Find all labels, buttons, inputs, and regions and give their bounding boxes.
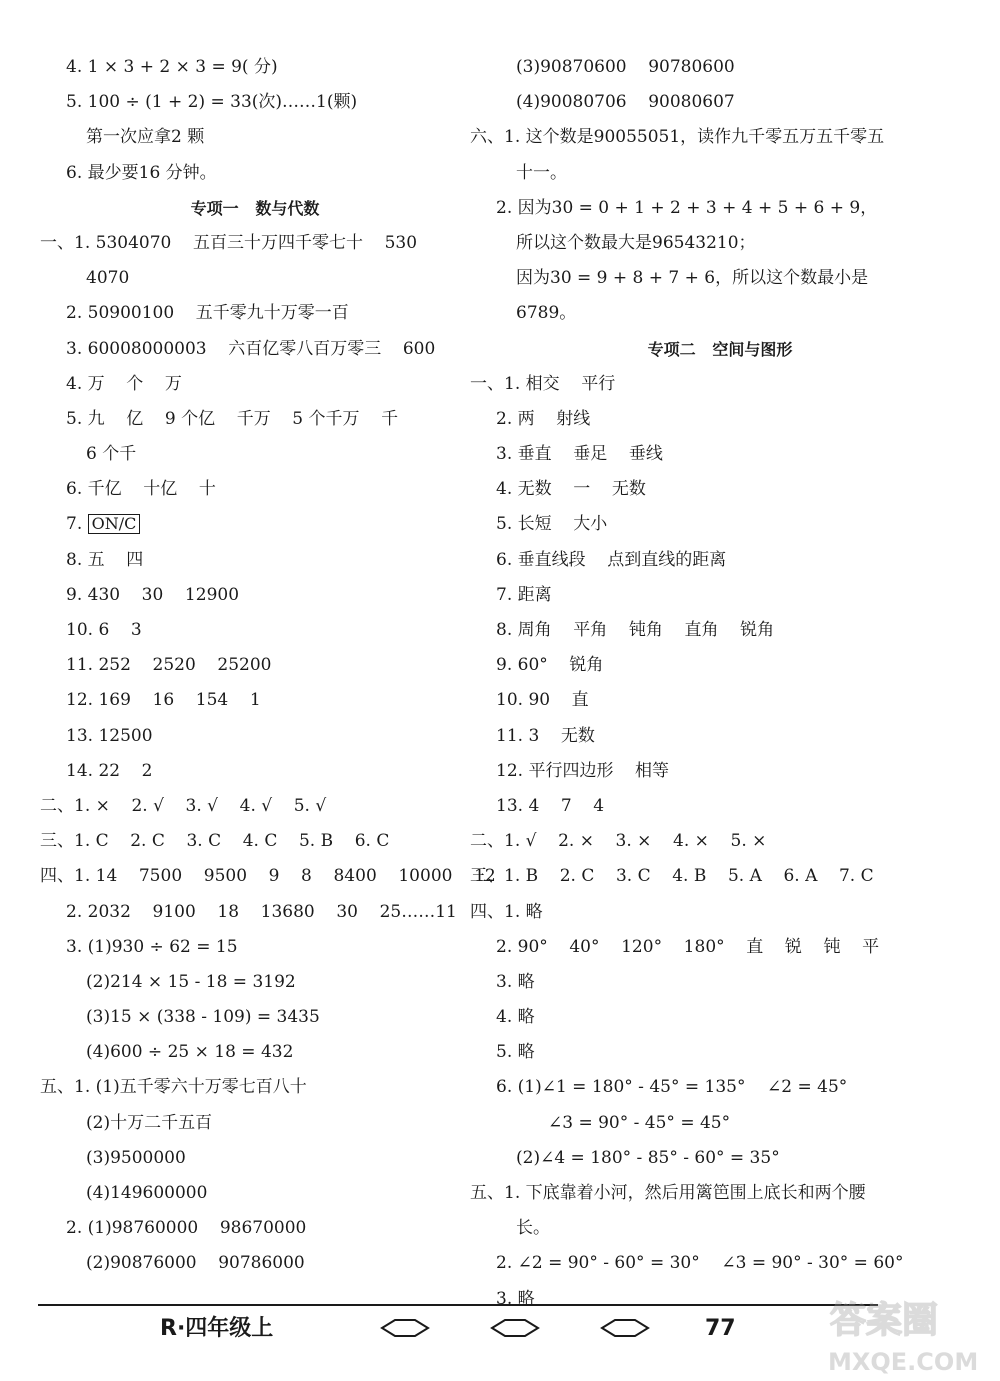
watermark-logo — [820, 1290, 995, 1380]
answer-text: 三、1. C 2. C 3. C 4. C 5. B 6. C — [40, 831, 390, 852]
answer-line — [40, 402, 470, 437]
answer-text: 二、1. × 2. √ 3. √ 4. √ 5. √ — [40, 795, 327, 816]
answer-line — [470, 85, 970, 120]
answer-text: 四、1. 略 — [470, 901, 543, 922]
answer-line — [470, 261, 970, 296]
answer-line — [40, 1176, 470, 1211]
answer-line — [470, 543, 970, 578]
answer-text: 11. 252 2520 25200 — [66, 655, 272, 676]
answer-text: 8. 周角 平角 钝角 直角 锐角 — [496, 620, 775, 640]
answer-text: 4070 — [86, 268, 130, 289]
answer-text: 3. 略 — [496, 1288, 535, 1309]
answer-line — [40, 965, 470, 1000]
answer-text: (2)90876000 90786000 — [86, 1253, 305, 1274]
answer-line — [470, 156, 970, 191]
answer-line — [40, 437, 470, 472]
answer-line — [470, 402, 970, 437]
answer-text: 5. 九 亿 9 个亿 千万 5 个千万 千 — [66, 408, 399, 429]
answer-text: 6 个千 — [86, 444, 137, 465]
answer-line — [470, 1070, 970, 1105]
answer-line — [40, 85, 470, 120]
answer-line — [470, 1246, 970, 1281]
answer-text: 14. 22 2 — [66, 760, 153, 781]
answer-line — [40, 332, 470, 367]
right-column — [470, 50, 970, 1317]
answer-text: 十一。 — [516, 162, 567, 183]
answer-text: 6789。 — [516, 303, 577, 324]
answer-line — [470, 507, 970, 542]
answer-line — [40, 261, 470, 296]
answer-text: 13. 12500 — [66, 725, 153, 746]
left-column — [40, 50, 496, 1282]
answer-text: (4)600 ÷ 25 × 18 = 432 — [86, 1042, 294, 1063]
answer-text: 五、1. 下底靠着小河，然后用篱笆围上底长和两个腰 — [470, 1183, 866, 1203]
answer-text: 7. — [66, 514, 88, 535]
answer-text: 2. 两 射线 — [496, 408, 591, 429]
diamond-decoration-icon — [600, 1318, 650, 1338]
answer-line — [470, 1176, 970, 1211]
answer-line — [40, 1035, 470, 1070]
answer-text: 6. (1)∠1 = 180° - 45° = 135° ∠2 = 45° — [496, 1077, 848, 1098]
answer-line — [470, 683, 970, 718]
answer-line — [40, 120, 470, 155]
footer-divider — [38, 1304, 878, 1306]
answer-line — [470, 191, 970, 226]
answer-text: 一、1. 5304070 五百三十万四千零七十 530 — [40, 232, 418, 253]
answer-text: (2)十万二千五百 — [86, 1112, 213, 1133]
answer-text: 一、1. 相交 平行 — [470, 373, 616, 394]
answer-line — [470, 1141, 970, 1176]
answer-line — [40, 1000, 470, 1035]
answer-line — [40, 472, 470, 507]
answer-line — [40, 543, 470, 578]
answer-line — [40, 789, 470, 824]
answer-text: 10. 6 3 — [66, 620, 142, 640]
answer-text: 所以这个数最大是96543210； — [516, 232, 756, 253]
answer-text: 9. 60° 锐角 — [496, 655, 604, 676]
grade-label: R·四年级上 — [160, 1316, 274, 1341]
answer-line — [40, 296, 470, 331]
answer-text: 2. 2032 9100 18 13680 30 25……11 — [66, 901, 457, 922]
answer-text: 4. 无数 一 无数 — [496, 479, 646, 500]
answer-line — [470, 859, 970, 894]
answer-line — [40, 648, 470, 683]
answer-text: 7. 距离 — [496, 584, 552, 605]
diamond-decoration-icon — [380, 1318, 430, 1338]
answer-text: 5. 略 — [496, 1042, 535, 1063]
answer-line — [470, 226, 970, 261]
answer-line — [40, 578, 470, 613]
answer-line — [40, 613, 470, 648]
answer-line — [470, 578, 970, 613]
answer-text: 六、1. 这个数是90055051，读作九千零五万五千零五 — [470, 127, 885, 148]
answer-text: (2)214 × 15 - 18 = 3192 — [86, 971, 296, 992]
answer-text: 四、1. 14 7500 9500 9 8 8400 10000 12 — [40, 866, 496, 887]
answer-text: (3)15 × (338 - 109) = 3435 — [86, 1007, 320, 1028]
answer-text: 第一次应拿2 颗 — [86, 127, 205, 148]
answer-line — [470, 1035, 970, 1070]
answer-text: 专项二 空间与图形 — [647, 339, 793, 359]
answer-text: 10. 90 直 — [496, 690, 589, 711]
answer-text: 12. 169 16 154 1 — [66, 690, 261, 711]
answer-text: 4. 万 个 万 — [66, 373, 182, 394]
answer-line — [40, 50, 470, 85]
page-number: 77 — [705, 1316, 736, 1341]
answer-line — [40, 859, 496, 894]
answer-text: 2. ∠2 = 90° - 60° = 30° ∠3 = 90° - 30° = 60° — [496, 1253, 904, 1274]
answer-text: 4. 1 × 3 + 2 × 3 = 9( 分) — [66, 57, 278, 77]
answer-text: 5. 100 ÷ (1 + 2) = 33(次)……1(颗) — [66, 92, 358, 113]
answer-line — [40, 824, 470, 859]
answer-line — [40, 367, 470, 402]
answer-text: (2)∠4 = 180° - 85° - 60° = 35° — [516, 1147, 780, 1168]
answer-line — [40, 895, 470, 930]
answer-line — [40, 1211, 470, 1246]
answer-line — [40, 507, 470, 542]
answer-line — [40, 226, 470, 261]
answer-line — [470, 648, 970, 683]
answer-text: (4)149600000 — [86, 1183, 208, 1203]
answer-line — [470, 930, 970, 965]
answer-text: ∠3 = 90° - 45° = 45° — [548, 1112, 731, 1133]
answer-text: 3. (1)930 ÷ 62 = 15 — [66, 936, 238, 957]
answer-text: 6. 最少要16 分钟。 — [66, 162, 217, 183]
answer-line — [470, 824, 970, 859]
diamond-decoration-icon — [490, 1318, 540, 1338]
answer-text: 3. 略 — [496, 971, 535, 992]
calculator-key-label: ON/C — [88, 514, 141, 534]
answer-line — [470, 895, 970, 930]
answer-text: 13. 4 7 4 — [496, 795, 605, 816]
answer-text: 6. 垂直线段 点到直线的距离 — [496, 549, 727, 570]
answer-line — [470, 120, 970, 155]
answer-line — [470, 965, 970, 1000]
answer-text: 五、1. (1)五千零六十万零七百八十 — [40, 1077, 307, 1098]
answer-text: 9. 430 30 12900 — [66, 584, 240, 605]
answer-line — [470, 472, 970, 507]
answer-line — [40, 1070, 470, 1105]
answer-line — [470, 296, 970, 331]
answer-line — [40, 683, 470, 718]
answer-text: 6. 千亿 十亿 十 — [66, 479, 216, 500]
answer-text: (4)90080706 90080607 — [516, 92, 735, 113]
answer-text: 3. 垂直 垂足 垂线 — [496, 444, 663, 465]
answer-line — [470, 754, 970, 789]
answer-text: (3)9500000 — [86, 1147, 186, 1168]
answer-text: 专项一 数与代数 — [190, 198, 320, 218]
answer-text: 4. 略 — [496, 1007, 535, 1028]
answer-text: 长。 — [516, 1218, 550, 1239]
answer-line — [470, 719, 970, 754]
answer-line — [470, 789, 970, 824]
answer-text: 11. 3 无数 — [496, 725, 595, 746]
watermark-url: MXQE.COM — [828, 1348, 979, 1376]
answer-text: (3)90870600 90780600 — [516, 57, 735, 77]
answer-text: 2. 50900100 五千零九十万零一百 — [66, 303, 349, 324]
section-heading — [470, 332, 970, 367]
answer-line — [470, 1000, 970, 1035]
answer-text: 2. 因为30 = 0 + 1 + 2 + 3 + 4 + 5 + 6 + 9， — [496, 197, 878, 218]
answer-line — [40, 719, 470, 754]
watermark-text: 答案圈 — [830, 1300, 939, 1341]
answer-line — [470, 437, 970, 472]
answer-line — [470, 1211, 970, 1246]
answer-line — [40, 1106, 470, 1141]
answer-line — [40, 930, 470, 965]
answer-text: 2. 90° 40° 120° 180° 直 锐 钝 平 — [496, 936, 880, 957]
answer-line — [40, 156, 470, 191]
answer-line — [470, 50, 970, 85]
answer-line — [40, 754, 470, 789]
answer-text: 2. (1)98760000 98670000 — [66, 1218, 307, 1239]
section-heading — [40, 191, 470, 226]
answer-text: 3. 60008000003 六百亿零八百万零三 600 — [66, 338, 436, 359]
answer-text: 因为30 = 9 + 8 + 7 + 6，所以这个数最小是 — [516, 268, 869, 289]
answer-text: 8. 五 四 — [66, 549, 144, 570]
answer-line — [40, 1141, 470, 1176]
answer-text: 二、1. √ 2. × 3. × 4. × 5. × — [470, 831, 767, 852]
answer-line — [40, 1246, 470, 1281]
answer-line — [470, 1106, 970, 1141]
answer-text: 12. 平行四边形 相等 — [496, 760, 670, 781]
answer-text: 三、1. B 2. C 3. C 4. B 5. A 6. A 7. C — [470, 866, 874, 887]
answer-line — [470, 367, 970, 402]
answer-text: 5. 长短 大小 — [496, 514, 608, 535]
answer-line — [470, 613, 970, 648]
